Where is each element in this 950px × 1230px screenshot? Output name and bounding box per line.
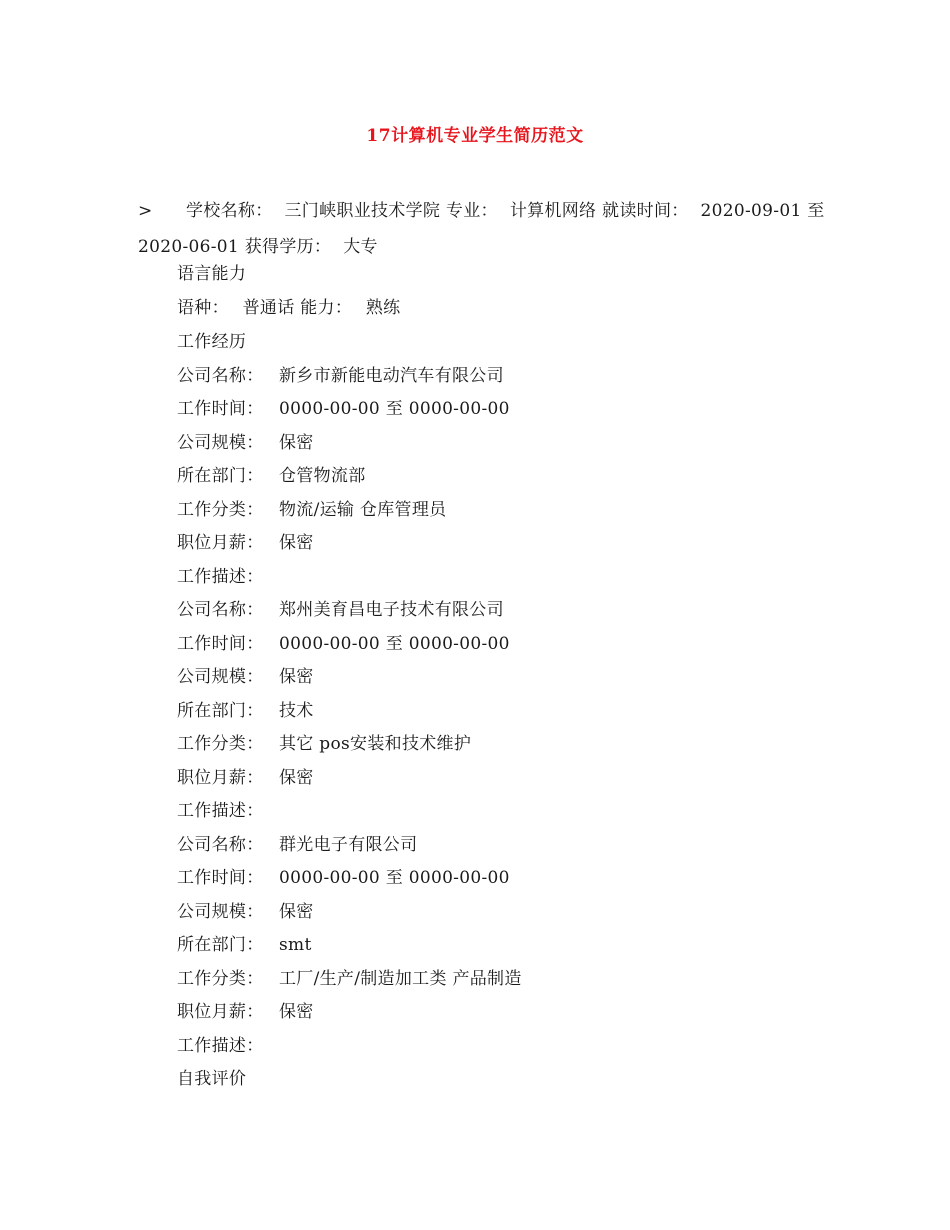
bullet-icon: > (138, 201, 153, 221)
category-row (177, 732, 471, 756)
period-end: 2020-06-01 (138, 237, 240, 257)
major-value: 计算机网络 (509, 201, 597, 221)
time-label: 工作时间： (177, 399, 264, 419)
size-row (177, 665, 314, 689)
company-value: 郑州美育昌电子技术有限公司 (279, 600, 504, 620)
category-value: 工厂/生产/制造加工类 产品制造 (279, 969, 522, 989)
category-row (177, 967, 522, 991)
salary-value: 保密 (279, 768, 314, 788)
time-value: 0000-00-00 至 0000-00-00 (279, 634, 510, 654)
salary-row (177, 1000, 314, 1024)
salary-value: 保密 (279, 1002, 314, 1022)
salary-row (177, 531, 314, 555)
time-value: 0000-00-00 至 0000-00-00 (279, 868, 510, 888)
size-row (177, 431, 314, 455)
degree-label: 获得学历： (244, 237, 332, 257)
size-label: 公司规模： (177, 433, 264, 453)
category-row (177, 498, 446, 522)
major-label: 专业： (445, 201, 498, 221)
dept-value: 技术 (279, 701, 314, 721)
category-label: 工作分类： (177, 500, 264, 520)
time-value: 0000-00-00 至 0000-00-00 (279, 399, 510, 419)
self-eval-heading: 自我评价 (177, 1069, 247, 1089)
company-value: 新乡市新能电动汽车有限公司 (279, 366, 504, 386)
dept-value: smt (279, 935, 312, 955)
language-level-value: 熟练 (365, 298, 401, 318)
desc-row (177, 799, 279, 823)
company-label: 公司名称： (177, 366, 264, 386)
school-label: 学校名称： (186, 201, 273, 221)
company-row (177, 833, 417, 857)
company-label: 公司名称： (177, 835, 264, 855)
time-row (177, 632, 510, 656)
size-row (177, 900, 314, 924)
size-value: 保密 (279, 433, 314, 453)
size-label: 公司规模： (177, 667, 264, 687)
company-label: 公司名称： (177, 600, 264, 620)
desc-label: 工作描述： (177, 1036, 264, 1056)
salary-value: 保密 (279, 533, 314, 553)
salary-label: 职位月薪： (177, 1002, 264, 1022)
time-row (177, 866, 510, 890)
dept-row (177, 933, 312, 957)
time-label: 工作时间： (177, 868, 264, 888)
size-value: 保密 (279, 667, 314, 687)
dept-row (177, 464, 366, 488)
period-label: 就读时间： (602, 201, 689, 221)
category-value: 物流/运输 仓库管理员 (279, 500, 447, 520)
dept-label: 所在部门： (177, 935, 264, 955)
desc-row (177, 1034, 279, 1058)
category-value: 其它 pos安装和技术维护 (279, 734, 472, 754)
period-to: 至 (807, 201, 825, 221)
dept-value: 仓管物流部 (279, 466, 366, 486)
salary-label: 职位月薪： (177, 533, 264, 553)
language-type-label: 语种： (177, 298, 229, 318)
size-value: 保密 (279, 902, 314, 922)
education-entry (138, 193, 828, 265)
language-level-label: 能力： (300, 298, 353, 318)
time-label: 工作时间： (177, 634, 264, 654)
dept-label: 所在部门： (177, 701, 264, 721)
category-label: 工作分类： (177, 969, 264, 989)
dept-row (177, 699, 314, 723)
document-title: 17计算机专业学生简历范文 (366, 126, 584, 146)
size-label: 公司规模： (177, 902, 264, 922)
school-value: 三门峡职业技术学院 (284, 201, 441, 221)
company-row (177, 598, 504, 622)
time-row (177, 397, 510, 421)
period-start: 2020-09-01 (700, 201, 802, 221)
company-value: 群光电子有限公司 (279, 835, 418, 855)
desc-label: 工作描述： (177, 801, 264, 821)
work-heading: 工作经历 (177, 332, 247, 352)
degree-value: 大专 (343, 237, 378, 257)
language-heading: 语言能力 (177, 264, 247, 284)
dept-label: 所在部门： (177, 466, 264, 486)
category-label: 工作分类： (177, 734, 264, 754)
desc-label: 工作描述： (177, 567, 264, 587)
desc-row (177, 565, 279, 589)
language-type-value: 普通话 (242, 298, 295, 318)
company-row (177, 364, 504, 388)
salary-label: 职位月薪： (177, 768, 264, 788)
salary-row (177, 766, 314, 790)
language-row (177, 296, 400, 320)
